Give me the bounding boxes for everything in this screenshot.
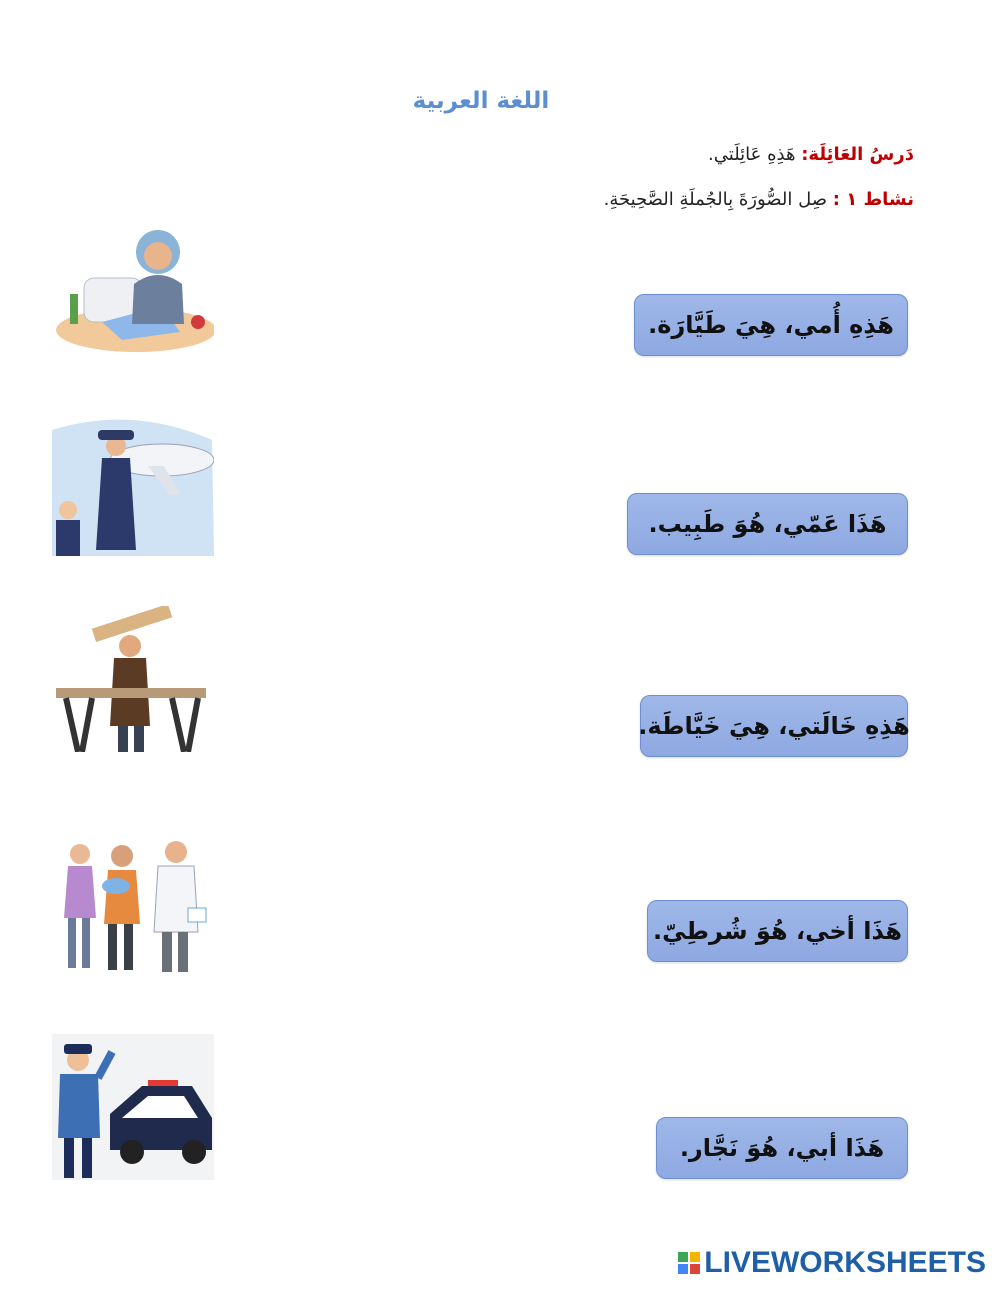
sentence-box-4[interactable]: هَذَا أخي، هُوَ شُرطِيّ. — [647, 900, 908, 962]
logo-mark-square — [690, 1252, 700, 1262]
lesson-label: دَرسُ العَائِلَة: — [801, 144, 914, 165]
activity-text: صِل الصُّورَةَ بِالجُملَةِ الصَّحِيحَةِ. — [603, 189, 827, 210]
doctor-icon[interactable] — [52, 832, 214, 978]
activity-instruction — [604, 189, 914, 210]
activity-label: نشاط ١ : — [832, 189, 914, 210]
liveworksheets-logo — [678, 1246, 986, 1280]
logo-mark-square — [690, 1264, 700, 1274]
police-officer-icon[interactable] — [52, 1034, 214, 1180]
lesson-line — [708, 144, 914, 165]
sentence-box-5[interactable]: هَذَا أبي، هُوَ نَجَّار. — [656, 1117, 908, 1179]
sentence-box-3[interactable]: هَذِهِ خَالَتي، هِيَ خَيَّاطَة. — [640, 695, 908, 757]
seamstress-icon[interactable] — [52, 214, 214, 360]
pilot-icon[interactable] — [52, 410, 214, 556]
carpenter-icon[interactable] — [52, 606, 214, 752]
logo-mark-square — [678, 1252, 688, 1262]
logo-mark-square — [678, 1264, 688, 1274]
sentence-box-1[interactable]: هَذِهِ أُمي، هِيَ طَيَّارَة. — [634, 294, 908, 356]
lesson-text: هَذِهِ عَائِلَتي. — [708, 144, 796, 165]
logo-mark-icon — [678, 1252, 700, 1274]
page-title: اللغة العربية — [412, 88, 550, 114]
sentence-box-2[interactable]: هَذَا عَمّي، هُوَ طَبِيب. — [627, 493, 908, 555]
logo-text: LIVEWORKSHEETS — [704, 1246, 986, 1279]
